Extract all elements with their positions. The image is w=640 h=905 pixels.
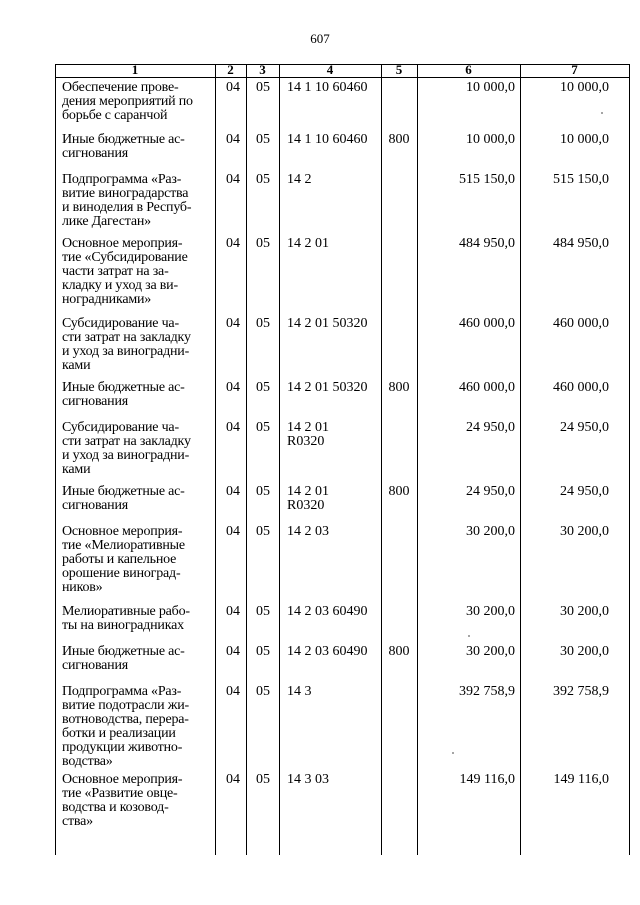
row-target-code: 14 2 01 R0320 (287, 484, 329, 513)
row-target-code: 14 3 (287, 684, 312, 699)
row-subsection: 05 (256, 80, 270, 95)
row-subsection: 05 (256, 772, 270, 787)
row-amount-col6: 24 950,0 (466, 420, 515, 435)
row-section: 04 (226, 132, 240, 147)
row-target-code: 14 3 03 (287, 772, 329, 787)
row-name: Иные бюджетные ас- сигнования (62, 484, 185, 513)
row-expense-type: 800 (388, 644, 410, 659)
row-name: Обеспечение прове- дения мероприятий по борьбе с саранчой (62, 80, 193, 123)
column-header: 2 (227, 62, 234, 77)
row-section: 04 (226, 80, 240, 95)
row-amount-col6: 484 950,0 (459, 236, 515, 251)
row-section: 04 (226, 380, 240, 395)
row-expense-type: 800 (388, 380, 410, 395)
row-section: 04 (226, 772, 240, 787)
row-section: 04 (226, 172, 240, 187)
row-name: Субсидирование ча- сти затрат на закладку и уход за виноградни- ками (62, 316, 191, 373)
row-amount-col6: 30 200,0 (466, 524, 515, 539)
row-subsection: 05 (256, 604, 270, 619)
row-section: 04 (226, 420, 240, 435)
row-amount-col7: 10 000,0 (560, 80, 609, 95)
row-amount-col7: 24 950,0 (560, 420, 609, 435)
row-name: Иные бюджетные ас- сигнования (62, 644, 185, 673)
page-number: 607 (310, 31, 330, 46)
column-border (55, 64, 56, 855)
column-header: 6 (465, 62, 472, 77)
row-target-code: 14 2 01 50320 (287, 380, 368, 395)
row-name: Подпрограмма «Раз- витие виноградарства и виноделия в Респуб- лике Дагестан» (62, 172, 192, 229)
row-name: Иные бюджетные ас- сигнования (62, 380, 185, 409)
row-name: Субсидирование ча- сти затрат на закладку и уход за виноградни- ками (62, 420, 191, 477)
row-section: 04 (226, 644, 240, 659)
row-section: 04 (226, 484, 240, 499)
row-subsection: 05 (256, 172, 270, 187)
column-border (279, 64, 280, 855)
row-amount-col6: 10 000,0 (466, 132, 515, 147)
row-expense-type: 800 (388, 484, 410, 499)
row-amount-col6: 392 758,9 (459, 684, 515, 699)
row-target-code: 14 2 03 60490 (287, 644, 368, 659)
scan-speck (468, 635, 470, 637)
row-amount-col6: 460 000,0 (459, 380, 515, 395)
column-header: 4 (326, 62, 334, 77)
row-amount-col6: 10 000,0 (466, 80, 515, 95)
row-target-code: 14 2 01 (287, 236, 329, 251)
row-amount-col7: 24 950,0 (560, 484, 609, 499)
row-amount-col7: 30 200,0 (560, 524, 609, 539)
row-amount-col7: 460 000,0 (553, 380, 609, 395)
scan-speck (452, 752, 454, 754)
row-name: Основное мероприя- тие «Мелиоративные работы и капельное орошение виноград- ников» (62, 524, 185, 595)
row-subsection: 05 (256, 132, 270, 147)
column-header: 5 (395, 62, 403, 77)
row-subsection: 05 (256, 316, 270, 331)
row-subsection: 05 (256, 524, 270, 539)
row-section: 04 (226, 524, 240, 539)
row-name: Иные бюджетные ас- сигнования (62, 132, 185, 161)
row-amount-col6: 24 950,0 (466, 484, 515, 499)
row-name: Мелиоративные рабо- ты на виноградниках (62, 604, 190, 633)
row-target-code: 14 1 10 60460 (287, 80, 368, 95)
column-header: 7 (571, 62, 578, 77)
row-amount-col7: 515 150,0 (553, 172, 609, 187)
row-section: 04 (226, 604, 240, 619)
row-amount-col7: 30 200,0 (560, 644, 609, 659)
column-header: 1 (131, 62, 139, 77)
scan-speck (601, 112, 603, 114)
row-amount-col7: 30 200,0 (560, 604, 609, 619)
row-subsection: 05 (256, 420, 270, 435)
row-name: Подпрограмма «Раз- витие подотрасли жи- вотноводства, перера- ботки и реализации продукции животно- водства» (62, 684, 189, 769)
row-target-code: 14 2 01 R0320 (287, 420, 329, 449)
row-amount-col7: 149 116,0 (553, 772, 609, 787)
row-name: Основное мероприя- тие «Субсидирование части затрат на за- кладку и уход за ви- ноградниками» (62, 236, 188, 307)
row-target-code: 14 2 03 60490 (287, 604, 368, 619)
row-section: 04 (226, 236, 240, 251)
row-target-code: 14 2 01 50320 (287, 316, 368, 331)
column-header: 3 (259, 62, 266, 77)
row-subsection: 05 (256, 236, 270, 251)
row-amount-col7: 460 000,0 (553, 316, 609, 331)
row-name: Основное мероприя- тие «Развитие овце- водства и козовод- ства» (62, 772, 183, 829)
row-amount-col6: 515 150,0 (459, 172, 515, 187)
row-subsection: 05 (256, 484, 270, 499)
row-subsection: 05 (256, 644, 270, 659)
row-amount-col6: 149 116,0 (459, 772, 515, 787)
row-amount-col6: 30 200,0 (466, 644, 515, 659)
header-bottom-border (55, 77, 629, 78)
row-amount-col6: 460 000,0 (459, 316, 515, 331)
row-section: 04 (226, 684, 240, 699)
row-amount-col7: 484 950,0 (553, 236, 609, 251)
row-section: 04 (226, 316, 240, 331)
row-expense-type: 800 (388, 132, 410, 147)
row-subsection: 05 (256, 380, 270, 395)
row-target-code: 14 1 10 60460 (287, 132, 368, 147)
row-target-code: 14 2 03 (287, 524, 329, 539)
column-border (629, 64, 630, 855)
row-amount-col6: 30 200,0 (466, 604, 515, 619)
row-subsection: 05 (256, 684, 270, 699)
row-target-code: 14 2 (287, 172, 312, 187)
row-amount-col7: 392 758,9 (553, 684, 609, 699)
column-border (215, 64, 216, 855)
row-amount-col7: 10 000,0 (560, 132, 609, 147)
